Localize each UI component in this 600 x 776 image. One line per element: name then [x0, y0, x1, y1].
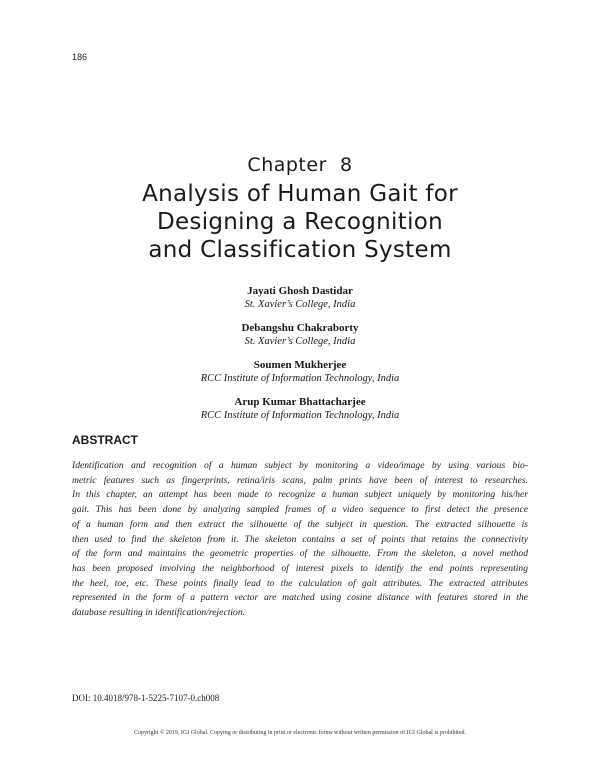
author-affiliation: St. Xavier’s College, India	[244, 299, 356, 310]
chapter-title	[60, 180, 540, 264]
author-affiliation: St. Xavier’s College, India	[244, 336, 356, 347]
abstract-line: has been proposed involving the neighborhood of interest pixels to identify the end points representing	[72, 562, 528, 574]
abstract-line: In this chapter, an attempt has been made to recognize a human subject uniquely by monitoring his/her	[72, 489, 528, 501]
chapter-title-line: Designing a Recognition	[156, 209, 444, 235]
abstract-line: the heel, toe, etc. These points finally lead to the calculation of gait attributes. The extracted attributes	[72, 577, 528, 589]
author-name: Jayati Ghosh Dastidar	[247, 285, 353, 297]
abstract-line: represented in the form of a pattern vector are matched using cosine distance with features stored in the	[72, 592, 528, 604]
author-list	[0, 285, 600, 433]
abstract-line: metric features such as fingerprints, retina/iris scans, palm prints have been of interest to researches.	[72, 474, 528, 486]
abstract-line: Identification and recognition of a human subject by monitoring a video/image by using various bio-	[72, 460, 528, 471]
abstract-line: gait. This has been done by analyzing sampled frames of a video sequence to first detect the presence	[72, 504, 528, 516]
abstract-line: of a human form and then extract the silhouette of the subject in question. The extracted silhouette is	[72, 518, 528, 530]
author-block	[0, 396, 600, 422]
doi: DOI: 10.4018/978-1-5225-7107-0.ch008	[72, 693, 220, 703]
author-name: Debangshu Chakraborty	[241, 322, 359, 334]
abstract-heading: ABSTRACT	[72, 433, 138, 447]
page-number: 186	[72, 52, 88, 62]
author-name: Arup Kumar Bhattacharjee	[234, 396, 366, 408]
author-block	[0, 322, 600, 348]
abstract-body	[72, 459, 528, 621]
author-affiliation: RCC Institute of Information Technology, India	[200, 373, 400, 384]
abstract-line: then used to find the skeleton from it. The skeleton contains a set of points that retains the connectivity	[72, 533, 528, 545]
copyright-notice: Copyright © 2019, IGI Global. Copying or distributing in print or electronic forms without written permission of IGI Global is prohibited.	[133, 730, 466, 736]
chapter-title-line: Analysis of Human Gait for	[142, 181, 458, 207]
author-affiliation: RCC Institute of Information Technology, India	[200, 410, 400, 421]
author-block	[0, 359, 600, 385]
author-block	[0, 285, 600, 311]
abstract-line: database resulting in identification/rejection.	[72, 607, 246, 619]
abstract-line: of the form and maintains the geometric properties of the silhouette. From the skeleton, a novel method	[72, 548, 528, 560]
chapter-label: Chapter 8	[247, 154, 353, 176]
author-name: Soumen Mukherjee	[253, 359, 347, 371]
chapter-title-line: and Classification System	[148, 237, 452, 263]
